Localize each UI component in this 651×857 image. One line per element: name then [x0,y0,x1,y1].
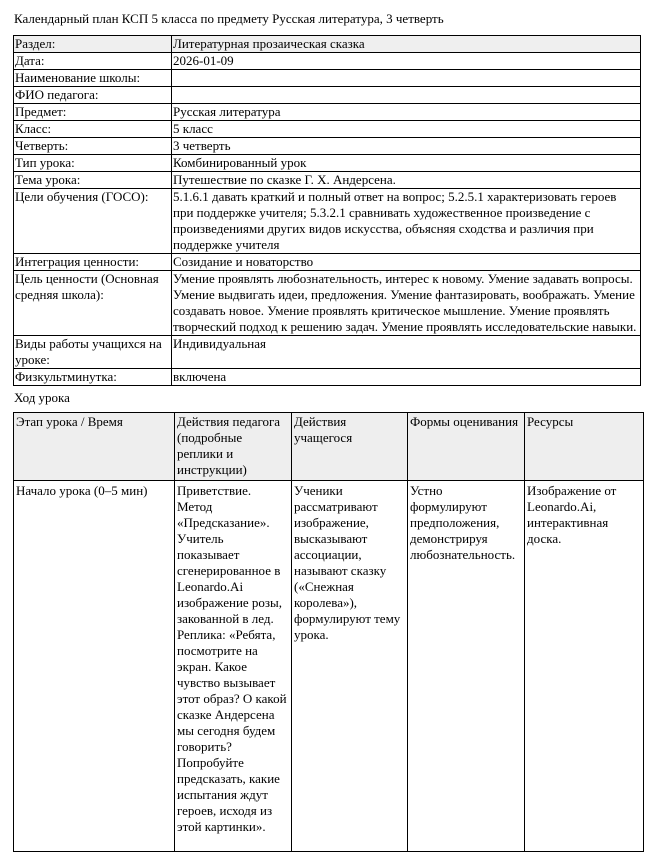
info-label: Класс: [14,121,172,138]
lesson-table [13,412,644,852]
info-value: Индивидуальная [172,336,641,369]
info-value: 5 класс [172,121,641,138]
info-label: ФИО педагога: [14,87,172,104]
info-value: Путешествие по сказке Г. Х. Андерсена. [172,172,641,189]
info-value: 2026-01-09 [172,53,641,70]
header-resources: Ресурсы [525,413,644,481]
info-value: Русская литература [172,104,641,121]
info-row-section [14,36,641,53]
info-value: 3 четверть [172,138,641,155]
header-assessment: Формы оценивания [408,413,525,481]
info-value [172,70,641,87]
info-row-phys-break [14,369,641,386]
info-row-value-goal [14,271,641,336]
info-label: Тема урока: [14,172,172,189]
info-value: 5.1.6.1 давать краткий и полный ответ на вопрос; 5.2.5.1 характеризовать героев при поддержке учителя; 5.3.2.1 сравнивать художественное произведение с произведениями других видов искусства, объясняя сходства и различия при поддержке учителя [172,189,641,254]
document-title: Календарный план КСП 5 класса по предмету Русская литература, 3 четверть [14,11,444,26]
info-label: Тип урока: [14,155,172,172]
info-label: Физкультминутка: [14,369,172,386]
cell-stage: Начало урока (0–5 мин) [14,481,175,852]
info-value: Умение проявлять любознательность, интерес к новому. Умение задавать вопросы. Умение выдвигать идеи, предложения. Умение фантазировать, воображать. Умение создавать новое. Умение проявлять критическое мышление. Умение проявлять творческий подход к решению задач. Умение проявлять исследовательские навыки. [172,271,641,336]
info-table [13,35,641,386]
info-row-subject [14,104,641,121]
table-row [14,481,644,852]
info-value: включена [172,369,641,386]
info-row-class [14,121,641,138]
info-row-date [14,53,641,70]
header-student-actions: Действия учащегося [292,413,408,481]
info-label: Раздел: [14,36,172,53]
info-row-teacher [14,87,641,104]
info-label: Предмет: [14,104,172,121]
info-value: Созидание и новаторство [172,254,641,271]
info-value: Литературная прозаическая сказка [172,36,641,53]
cell-resources: Изображение от Leonardo.Ai, интерактивная доска. [525,481,644,852]
info-row-work-types [14,336,641,369]
section-title: Ход урока [14,390,70,405]
cell-student-actions: Ученики рассматривают изображение, высказывают ассоциации, называют сказку («Снежная королева»), формулируют тему урока. [292,481,408,852]
info-row-quarter [14,138,641,155]
lesson-header-row [14,413,644,481]
info-row-lesson-type [14,155,641,172]
info-label: Виды работы учащихся на уроке: [14,336,172,369]
header-teacher-actions: Действия педагога (подробные реплики и инструкции) [175,413,292,481]
info-row-goals [14,189,641,254]
info-row-school [14,70,641,87]
cell-assessment: Устно формулируют предположения, демонстрируя любознательность. [408,481,525,852]
info-label: Интеграция ценности: [14,254,172,271]
info-label: Цели обучения (ГОСО): [14,189,172,254]
info-label: Четверть: [14,138,172,155]
info-row-topic [14,172,641,189]
info-value: Комбинированный урок [172,155,641,172]
cell-teacher-actions: Приветствие. Метод «Предсказание». Учитель показывает сгенерированное в Leonardo.Ai изображение розы, закованной в лед. Реплика: «Ребята, посмотрите на экран. Какое чувство вызывает этот образ? О какой сказке Андерсена мы сегодня будем говорить? Попробуйте предсказать, какие испытания ждут героев, исходя из этой картинки». [175,481,292,852]
info-label: Наименование школы: [14,70,172,87]
info-label: Цель ценности (Основная средняя школа): [14,271,172,336]
header-stage: Этап урока / Время [14,413,175,481]
info-value [172,87,641,104]
info-row-value-integration [14,254,641,271]
info-label: Дата: [14,53,172,70]
